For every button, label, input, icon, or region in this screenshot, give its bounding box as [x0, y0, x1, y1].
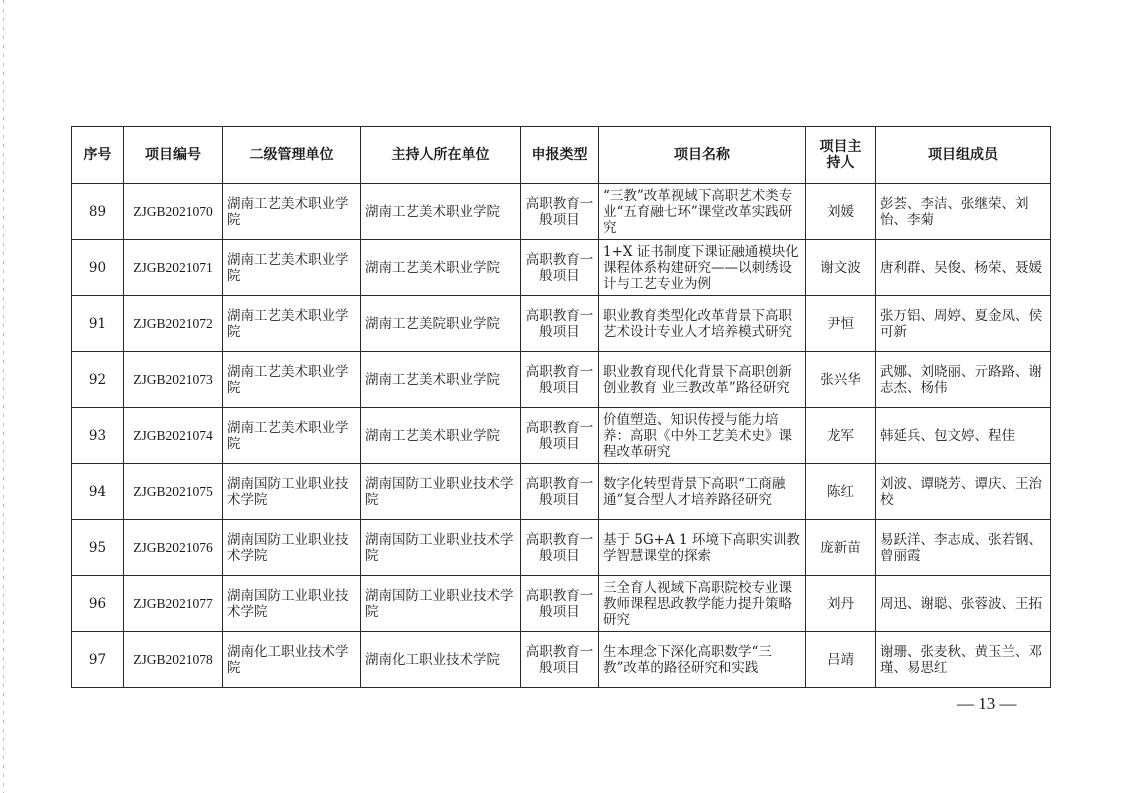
cell-admin-unit: 湖南化工职业技术学院 [223, 632, 361, 688]
table-row [72, 520, 1051, 576]
cell-code: ZJGB2021078 [124, 632, 223, 688]
cell-admin-unit: 湖南工艺美术职业学院 [223, 240, 361, 296]
cell-name: 数字化转型背景下高职“工商融通”复合型人才培养路径研究 [599, 464, 806, 520]
cell-no: 96 [72, 576, 124, 632]
table-row [72, 576, 1051, 632]
cell-leader: 张兴华 [806, 352, 876, 408]
cell-code: ZJGB2021075 [124, 464, 223, 520]
cell-admin-unit: 湖南国防工业职业技术学院 [223, 520, 361, 576]
cell-no: 91 [72, 296, 124, 352]
page-edge-marks [3, 0, 4, 793]
cell-members: 武娜、刘晓丽、亓路路、谢志杰、杨伟 [876, 352, 1051, 408]
cell-leader: 龙军 [806, 408, 876, 464]
cell-type: 高职教育一般项目 [521, 240, 599, 296]
cell-no: 93 [72, 408, 124, 464]
cell-members: 韩延兵、包文婷、程佳 [876, 408, 1051, 464]
header-type: 申报类型 [521, 127, 599, 184]
cell-admin-unit: 湖南工艺美术职业学院 [223, 408, 361, 464]
cell-leader: 陈红 [806, 464, 876, 520]
header-code: 项目编号 [124, 127, 223, 184]
cell-leader: 刘媛 [806, 184, 876, 240]
cell-code: ZJGB2021070 [124, 184, 223, 240]
cell-type: 高职教育一般项目 [521, 520, 599, 576]
table-row [72, 464, 1051, 520]
cell-name: 生本理念下深化高职数学“三教”改革的路径研究和实践 [599, 632, 806, 688]
table-row [72, 632, 1051, 688]
cell-host-unit: 湖南工艺美术职业学院 [361, 352, 521, 408]
cell-admin-unit: 湖南工艺美术职业学院 [223, 296, 361, 352]
header-host-unit: 主持人所在单位 [361, 127, 521, 184]
cell-leader: 尹恒 [806, 296, 876, 352]
cell-admin-unit: 湖南工艺美术职业学院 [223, 352, 361, 408]
cell-type: 高职教育一般项目 [521, 408, 599, 464]
cell-host-unit: 湖南工艺美术职业学院 [361, 184, 521, 240]
cell-leader: 刘丹 [806, 576, 876, 632]
cell-host-unit: 湖南工艺美术职业学院 [361, 240, 521, 296]
cell-type: 高职教育一般项目 [521, 632, 599, 688]
cell-members: 彭荟、李洁、张继荣、刘怡、李菊 [876, 184, 1051, 240]
cell-no: 89 [72, 184, 124, 240]
cell-leader: 谢文波 [806, 240, 876, 296]
cell-code: ZJGB2021077 [124, 576, 223, 632]
cell-members: 唐利群、吴俊、杨荣、聂媛 [876, 240, 1051, 296]
cell-code: ZJGB2021071 [124, 240, 223, 296]
cell-name: 职业教育现代化背景下高职创新创业教育 业三教改革”路径研究 [599, 352, 806, 408]
cell-members: 周迅、谢聪、张蓉波、王拓 [876, 576, 1051, 632]
cell-type: 高职教育一般项目 [521, 352, 599, 408]
cell-name: 价值塑造、知识传授与能力培养：高职《中外工艺美术史》课程改革研究 [599, 408, 806, 464]
cell-admin-unit: 湖南国防工业职业技术学院 [223, 464, 361, 520]
header-name: 项目名称 [599, 127, 806, 184]
table-row [72, 296, 1051, 352]
cell-members: 易跃洋、李志成、张若钢、曾丽霞 [876, 520, 1051, 576]
cell-admin-unit: 湖南国防工业职业技术学院 [223, 576, 361, 632]
header-no: 序号 [72, 127, 124, 184]
header-admin-unit: 二级管理单位 [223, 127, 361, 184]
cell-host-unit: 湖南国防工业职业技术学院 [361, 520, 521, 576]
cell-no: 92 [72, 352, 124, 408]
cell-code: ZJGB2021076 [124, 520, 223, 576]
cell-members: 谢珊、张麦秋、黄玉兰、邓瑾、易思红 [876, 632, 1051, 688]
cell-type: 高职教育一般项目 [521, 184, 599, 240]
cell-host-unit: 湖南化工职业技术学院 [361, 632, 521, 688]
cell-type: 高职教育一般项目 [521, 464, 599, 520]
cell-no: 94 [72, 464, 124, 520]
cell-code: ZJGB2021072 [124, 296, 223, 352]
project-table [71, 126, 1051, 688]
cell-no: 90 [72, 240, 124, 296]
page-number: — 13 — [957, 694, 1017, 713]
cell-leader: 庞新苗 [806, 520, 876, 576]
cell-name: “三教”改革视域下高职艺术类专业“五育融七环”课堂改革实践研究 [599, 184, 806, 240]
table-header-row [72, 127, 1051, 184]
cell-name: 基于 5G+A 1 环境下高职实训教学智慧课堂的探索 [599, 520, 806, 576]
cell-host-unit: 湖南国防工业职业技术学院 [361, 464, 521, 520]
cell-admin-unit: 湖南工艺美术职业学院 [223, 184, 361, 240]
cell-name: 1+X 证书制度下课证融通模块化课程体系构建研究——以刺绣设计与工艺专业为例 [599, 240, 806, 296]
header-members: 项目组成员 [876, 127, 1051, 184]
cell-type: 高职教育一般项目 [521, 576, 599, 632]
header-leader: 项目主持人 [806, 127, 876, 184]
cell-members: 刘波、谭晓芳、谭庆、王治校 [876, 464, 1051, 520]
cell-no: 95 [72, 520, 124, 576]
cell-name: 职业教育类型化改革背景下高职艺术设计专业人才培养模式研究 [599, 296, 806, 352]
cell-host-unit: 湖南工艺美院职业学院 [361, 296, 521, 352]
cell-no: 97 [72, 632, 124, 688]
cell-name: 三全育人视域下高职院校专业课教师课程思政教学能力提升策略研究 [599, 576, 806, 632]
cell-type: 高职教育一般项目 [521, 296, 599, 352]
table-row [72, 240, 1051, 296]
cell-code: ZJGB2021074 [124, 408, 223, 464]
cell-leader: 吕靖 [806, 632, 876, 688]
cell-host-unit: 湖南国防工业职业技术学院 [361, 576, 521, 632]
cell-members: 张万铝、周婷、夏金凤、侯可新 [876, 296, 1051, 352]
cell-host-unit: 湖南工艺美术职业学院 [361, 408, 521, 464]
table-row [72, 184, 1051, 240]
table-row [72, 352, 1051, 408]
cell-code: ZJGB2021073 [124, 352, 223, 408]
table-row [72, 408, 1051, 464]
